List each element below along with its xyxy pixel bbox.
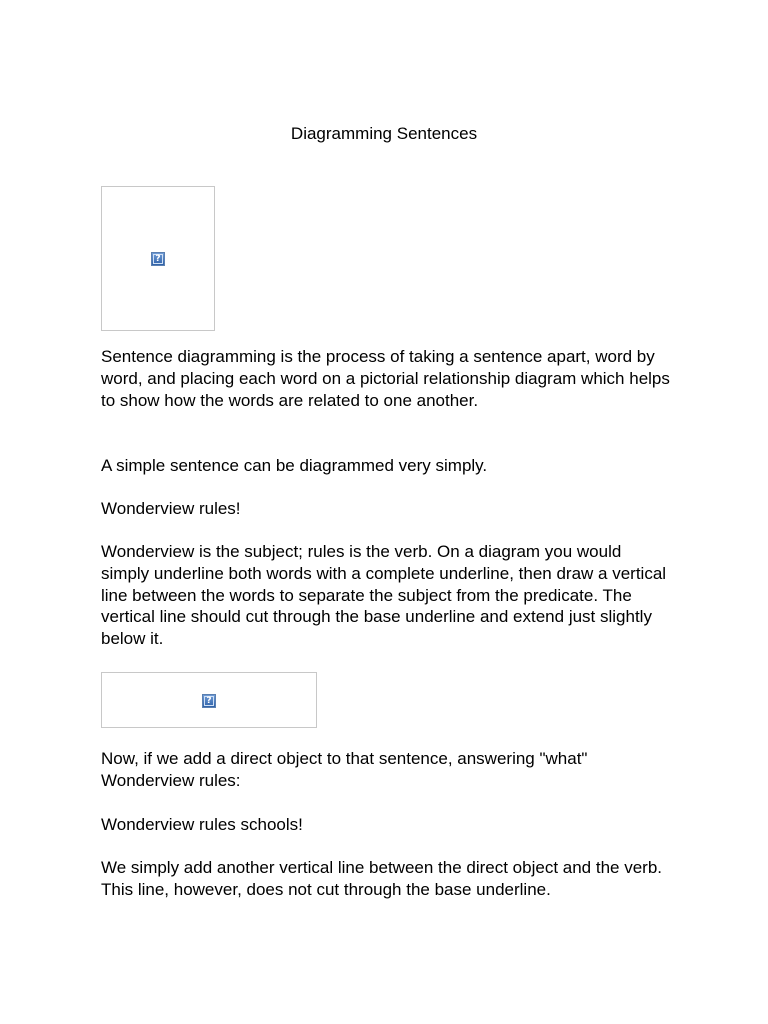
broken-image-icon xyxy=(202,694,216,708)
paragraph-final: We simply add another vertical line between the direct object and the verb. This line, however, does not cut through the base underline. xyxy=(101,858,662,899)
paragraph-simple-sentence: A simple sentence can be diagrammed very simply. xyxy=(101,456,488,475)
broken-image-icon xyxy=(151,252,165,266)
paragraph-example-1: Wonderview rules! xyxy=(101,499,241,518)
broken-image-glyph: ? xyxy=(155,254,161,264)
paragraph-direct-object: Now, if we add a direct object to that sentence, answering "what" Wonderview rules: xyxy=(101,749,588,790)
image-placeholder-1 xyxy=(101,186,215,331)
paragraph-intro: Sentence diagramming is the process of taking a sentence apart, word by word, and placing each word on a pictorial relationship diagram which helps to show how the words are related to one another. xyxy=(101,347,670,410)
broken-image-glyph: ? xyxy=(206,696,212,706)
document-title: Diagramming Sentences xyxy=(290,124,478,143)
paragraph-explanation: Wonderview is the subject; rules is the verb. On a diagram you would simply underline both words with a complete underline, then draw a vertical line between the words to separate the subject from the predicate. The vertical line should cut through the base underline and extend just slightly below it. xyxy=(101,542,667,649)
image-placeholder-2 xyxy=(101,672,317,728)
paragraph-example-2: Wonderview rules schools! xyxy=(101,815,303,834)
